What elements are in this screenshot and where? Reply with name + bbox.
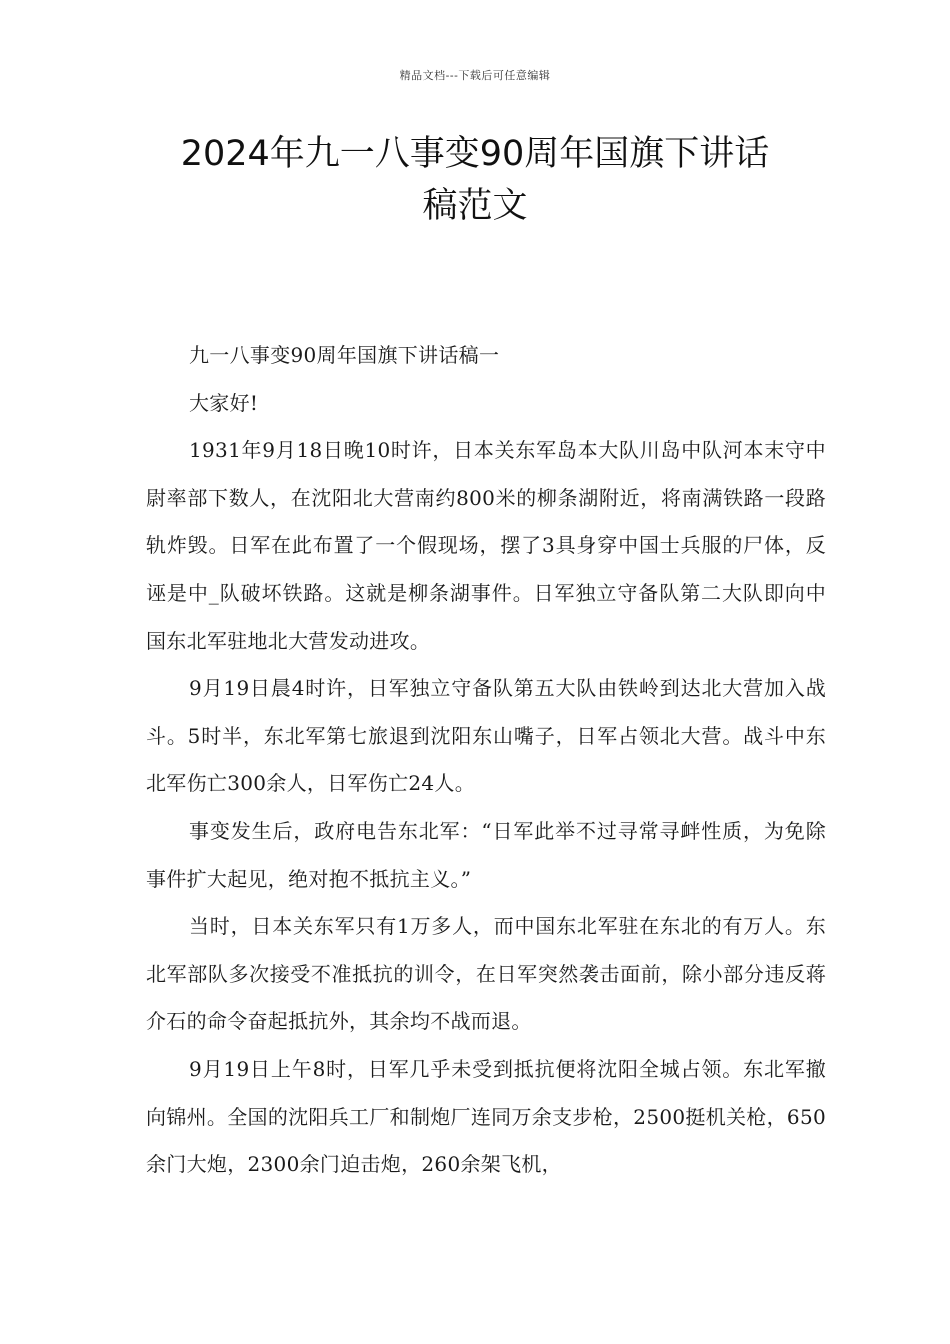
paragraph: 当时，日本关东军只有1万多人，而中国东北军驻在东北的有万人。东北军部队多次接受不准抵抗的训令，在日军突然袭击面前，除小部分违反蒋介石的命令奋起抵抗外，其余均不战而退。 [146, 914, 826, 1034]
document-title [110, 128, 840, 232]
page-header-note: 精品文档---下载后可任意编辑 [399, 69, 551, 82]
paragraph-greeting: 大家好! [189, 390, 259, 415]
document-body [146, 332, 826, 1189]
paragraph: 1931年9月18日晚10时许，日本关东军岛本大队川岛中队河本末守中尉率部下数人，在沈阳北大营南约800米的柳条湖附近，将南满铁路一段路轨炸毁。日军在此布置了一个假现场，摆了3具身穿中国士兵服的尸体，反诬是中_队破坏铁路。这就是柳条湖事件。日军独立守备队第二大队即向中国东北军驻地北大营发动进攻。 [146, 438, 826, 653]
document-title-line-1: 2024年九一八事变90周年国旗下讲话 [180, 134, 770, 174]
paragraph: 9月19日晨4时许，日军独立守备队第五大队由铁岭到达北大营加入战斗。5时半，东北军第七旅退到沈阳东山嘴子，日军占领北大营。战斗中东北军伤亡300余人，日军伤亡24人。 [146, 676, 826, 796]
paragraph: 9月19日上午8时，日军几乎未受到抵抗便将沈阳全城占领。东北军撤向锦州。全国的沈阳兵工厂和制炮厂连同万余支步枪，2500挺机关枪，650余门大炮，2300余门迫击炮，260余架飞机， [146, 1056, 826, 1177]
document-title-line-2: 稿范文 [422, 186, 528, 226]
paragraph-subtitle: 九一八事变90周年国旗下讲话稿一 [189, 343, 500, 367]
paragraph: 事变发生后，政府电告东北军：“日军此举不过寻常寻衅性质，为免除事件扩大起见，绝对抱不抵抗主义。” [146, 818, 826, 891]
